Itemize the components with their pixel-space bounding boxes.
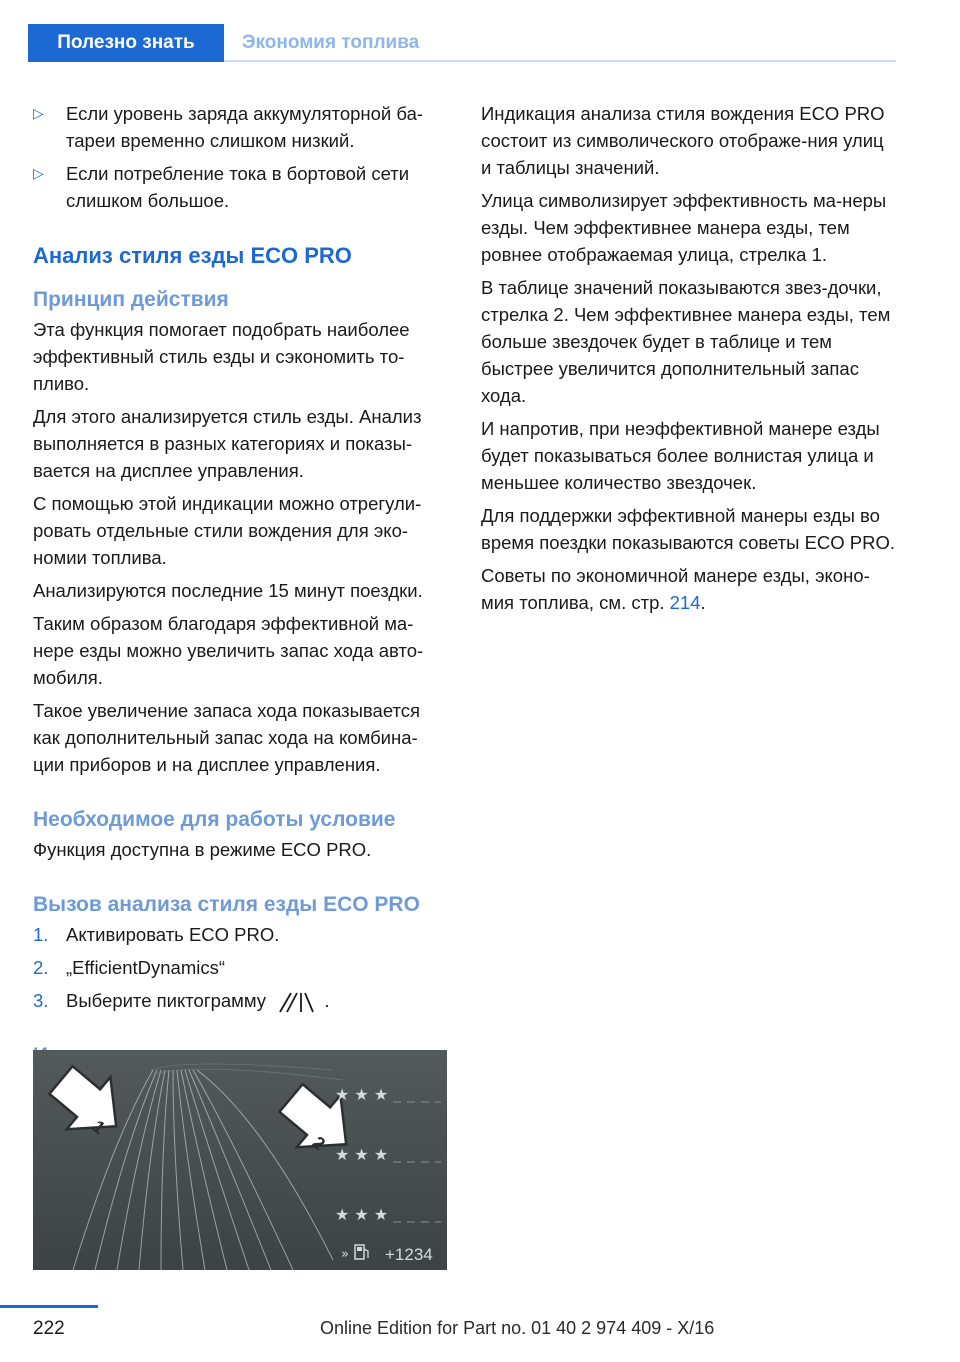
- triangle-bullet-icon: ▷: [33, 105, 44, 121]
- paragraph: Таким образом благодаря эффективной ма-нере езды можно увеличить запас хода авто-мобиля.: [33, 613, 424, 688]
- paragraph: И напротив, при неэффективной манере езды будет показываться более волнистая улица и меньшее количество звездочек.: [481, 418, 880, 493]
- eco-pro-display-image: [33, 1050, 447, 1270]
- arrow-2-label: 2: [308, 1132, 330, 1155]
- paragraph: В таблице значений показываются звез-дочки, стрелка 2. Чем эффективнее манера езды, тем больше звездочек будет в таблице и тем быстрее увеличится дополнительный запас хода.: [481, 277, 891, 406]
- display-illustration: [33, 1050, 447, 1270]
- stars-row: ★ ★ ★: [335, 1085, 389, 1104]
- subheading-principle: Принцип действия: [33, 288, 229, 311]
- paragraph: Для этого анализируется стиль езды. Анализ выполняется в разных категориях и показы-вается на дисплее управления.: [33, 406, 422, 481]
- step-item: 2. „EfficientDynamics“: [33, 957, 226, 978]
- list-item: ▷ Если уровень заряда аккумуляторной ба-тареи временно слишком низкий.: [33, 100, 447, 154]
- page-reference-link[interactable]: 214: [669, 592, 701, 613]
- subheading-call-analysis: Вызов анализа стиля езды ECO PRO: [33, 893, 420, 916]
- edition-text: Online Edition for Part no. 01 40 2 974 409 - X/16: [320, 1318, 715, 1338]
- paragraph: Советы по экономичной манере езды, эконо-мия топлива, см. стр. 214.: [481, 565, 870, 613]
- paragraph: Эта функция помогает подобрать наиболее эффективный стиль езды и сэкономить то-пливо.: [33, 319, 410, 394]
- page-header: [0, 0, 960, 66]
- tab-active-section[interactable]: Полезно знать: [28, 24, 224, 62]
- footer-accent-line: [0, 1305, 98, 1308]
- range-chevron-icon: »: [341, 1247, 349, 1262]
- paragraph: Анализируются последние 15 минут поездки.: [33, 580, 423, 601]
- stars-row: ★ ★ ★: [335, 1145, 389, 1164]
- paragraph: Функция доступна в режиме ECO PRO.: [33, 839, 372, 860]
- triangle-bullet-icon: ▷: [33, 165, 44, 181]
- step-item: 1. Активировать ECO PRO.: [33, 924, 280, 945]
- paragraph: С помощью этой индикации можно отрегули-ровать отдельные стили вождения для эко-номии топлива.: [33, 493, 422, 568]
- paragraph: Улица символизирует эффективность ма-неры езды. Чем эффективнее манера езды, тем ровнее отображаемая улица, стрелка 1.: [481, 190, 887, 265]
- paragraph: Индикация анализа стиля вождения ECO PRO состоит из символического отображе-ния улиц и таблицы значений.: [481, 103, 885, 178]
- eco-road-pictogram-icon: [277, 990, 315, 1014]
- header-divider: [224, 60, 896, 62]
- tab-current-chapter[interactable]: Экономия топлива: [242, 32, 420, 53]
- subheading-condition: Необходимое для работы условие: [33, 808, 396, 831]
- arrow-1-label: 1: [88, 1116, 110, 1139]
- left-column: [33, 100, 447, 1072]
- page-number: 222: [33, 1318, 65, 1339]
- section-heading: Анализ стиля езды ECO PRO: [33, 243, 352, 268]
- list-item: ▷ Если потребление тока в бортовой сети слишком большое.: [33, 160, 447, 214]
- paragraph: Для поддержки эффективной манеры езды во время поездки показываются советы ECO PRO.: [481, 505, 896, 553]
- range-value: +1234: [385, 1245, 433, 1264]
- paragraph: Такое увеличение запаса хода показывается как дополнительный запас хода на комбина-ции приборов и на дисплее управления.: [33, 700, 421, 775]
- stars-row: ★ ★ ★: [335, 1205, 389, 1224]
- right-column: [481, 100, 899, 622]
- step-item: 3. Выберите пиктограмму .: [33, 987, 447, 1014]
